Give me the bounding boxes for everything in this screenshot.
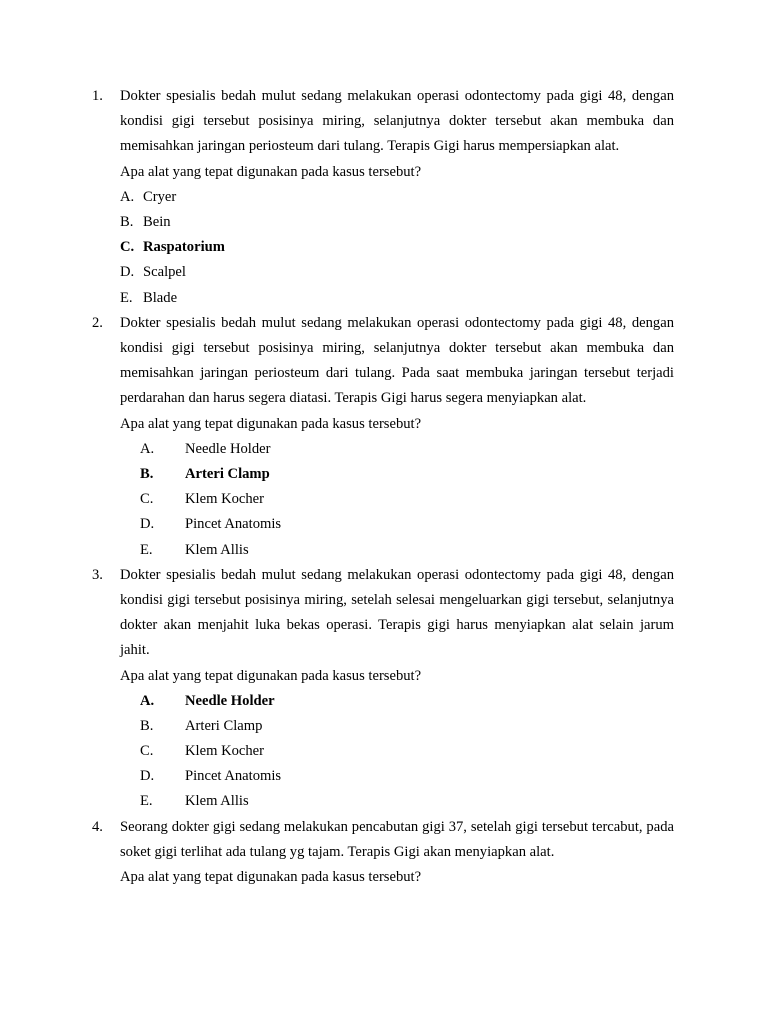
option-text: Pincet Anatomis xyxy=(185,768,282,785)
answer-option xyxy=(120,789,674,814)
option-text: Blade xyxy=(143,289,178,306)
question-number: 3. xyxy=(92,566,103,583)
question-number: 2. xyxy=(92,314,103,331)
answer-option-correct xyxy=(120,689,674,714)
answer-option xyxy=(120,437,674,462)
option-letter: E. xyxy=(120,289,133,306)
question-number: 4. xyxy=(92,818,103,835)
option-text: Raspatorium xyxy=(143,239,225,256)
answer-option xyxy=(120,714,674,739)
answer-option xyxy=(120,512,674,537)
option-letter: C. xyxy=(140,491,154,508)
answer-option-correct xyxy=(120,462,674,487)
answer-option xyxy=(120,185,674,210)
option-letter: E. xyxy=(140,541,153,558)
question-prompt: Apa alat yang tepat digunakan pada kasus tersebut? xyxy=(120,415,422,432)
question-prompt: Apa alat yang tepat digunakan pada kasus tersebut? xyxy=(120,869,422,886)
option-text: Klem Kocher xyxy=(185,491,265,508)
answer-option xyxy=(120,286,674,311)
option-text: Scalpel xyxy=(143,264,186,281)
answer-option xyxy=(120,260,674,285)
answer-option xyxy=(120,764,674,789)
option-text: Klem Allis xyxy=(185,541,249,558)
option-letter: B. xyxy=(140,465,154,482)
question-text: Dokter spesialis bedah mulut sedang melakukan operasi odontectomy pada gigi 48, dengan kondisi gigi tersebut posisinya miring, selanjutnya dokter tersebut akan membuka dan memisahkan jaringan periosteum dari tulang. Pada saat membuka jaringan tersebut terjadi perdarahan dan harus segera diatasi. Terapis Gigi harus segera menyiapkan alat. xyxy=(120,314,674,407)
question-prompt: Apa alat yang tepat digunakan pada kasus tersebut? xyxy=(120,667,422,684)
option-letter: C. xyxy=(140,743,154,760)
question-2 xyxy=(92,311,674,563)
question-list xyxy=(92,84,674,890)
question-text: Dokter spesialis bedah mulut sedang melakukan operasi odontectomy pada gigi 48, dengan kondisi gigi tersebut posisinya miring, selanjutnya dokter tersebut akan membuka dan memisahkan jaringan periosteum dari tulang. Terapis Gigi harus mempersiapkan alat. xyxy=(120,88,674,155)
answer-option xyxy=(120,210,674,235)
option-text: Klem Allis xyxy=(185,793,249,810)
option-text: Needle Holder xyxy=(185,440,271,457)
option-text: Arteri Clamp xyxy=(185,717,263,734)
option-text: Arteri Clamp xyxy=(185,465,270,482)
option-letter: B. xyxy=(120,214,134,230)
option-letter: B. xyxy=(140,717,154,734)
question-4 xyxy=(92,815,674,891)
option-letter: A. xyxy=(140,440,155,457)
option-text: Cryer xyxy=(143,188,177,205)
option-text: Needle Holder xyxy=(185,692,275,709)
option-text: Pincet Anatomis xyxy=(185,516,282,533)
option-letter: D. xyxy=(120,264,135,281)
option-text: Bein xyxy=(143,214,171,230)
option-text: Klem Kocher xyxy=(185,743,265,760)
question-prompt: Apa alat yang tepat digunakan pada kasus tersebut? xyxy=(120,163,422,180)
option-letter: A. xyxy=(140,692,155,709)
question-text: Dokter spesialis bedah mulut sedang melakukan operasi odontectomy pada gigi 48, dengan kondisi gigi tersebut posisinya miring, setelah selesai mengeluarkan gigi tersebut, selanjutnya dokter akan menjahit luka bekas operasi. Terapis gigi harus menyiapkan alat selain jarum jahit. xyxy=(120,566,674,659)
option-letter: D. xyxy=(140,768,155,785)
option-letter: C. xyxy=(120,239,135,256)
option-letter: A. xyxy=(120,188,135,205)
question-3 xyxy=(92,563,674,815)
answer-option-correct xyxy=(120,235,674,260)
answer-option xyxy=(120,739,674,764)
question-number: 1. xyxy=(92,88,103,104)
question-text: Seorang dokter gigi sedang melakukan pencabutan gigi 37, setelah gigi tersebut tercabut, pada soket gigi terlihat ada tulang yg tajam. Terapis Gigi akan menyiapkan alat. xyxy=(120,818,674,860)
answer-option xyxy=(120,538,674,563)
answer-option xyxy=(120,487,674,512)
question-1 xyxy=(92,84,674,311)
option-letter: D. xyxy=(140,516,155,533)
option-letter: E. xyxy=(140,793,153,810)
